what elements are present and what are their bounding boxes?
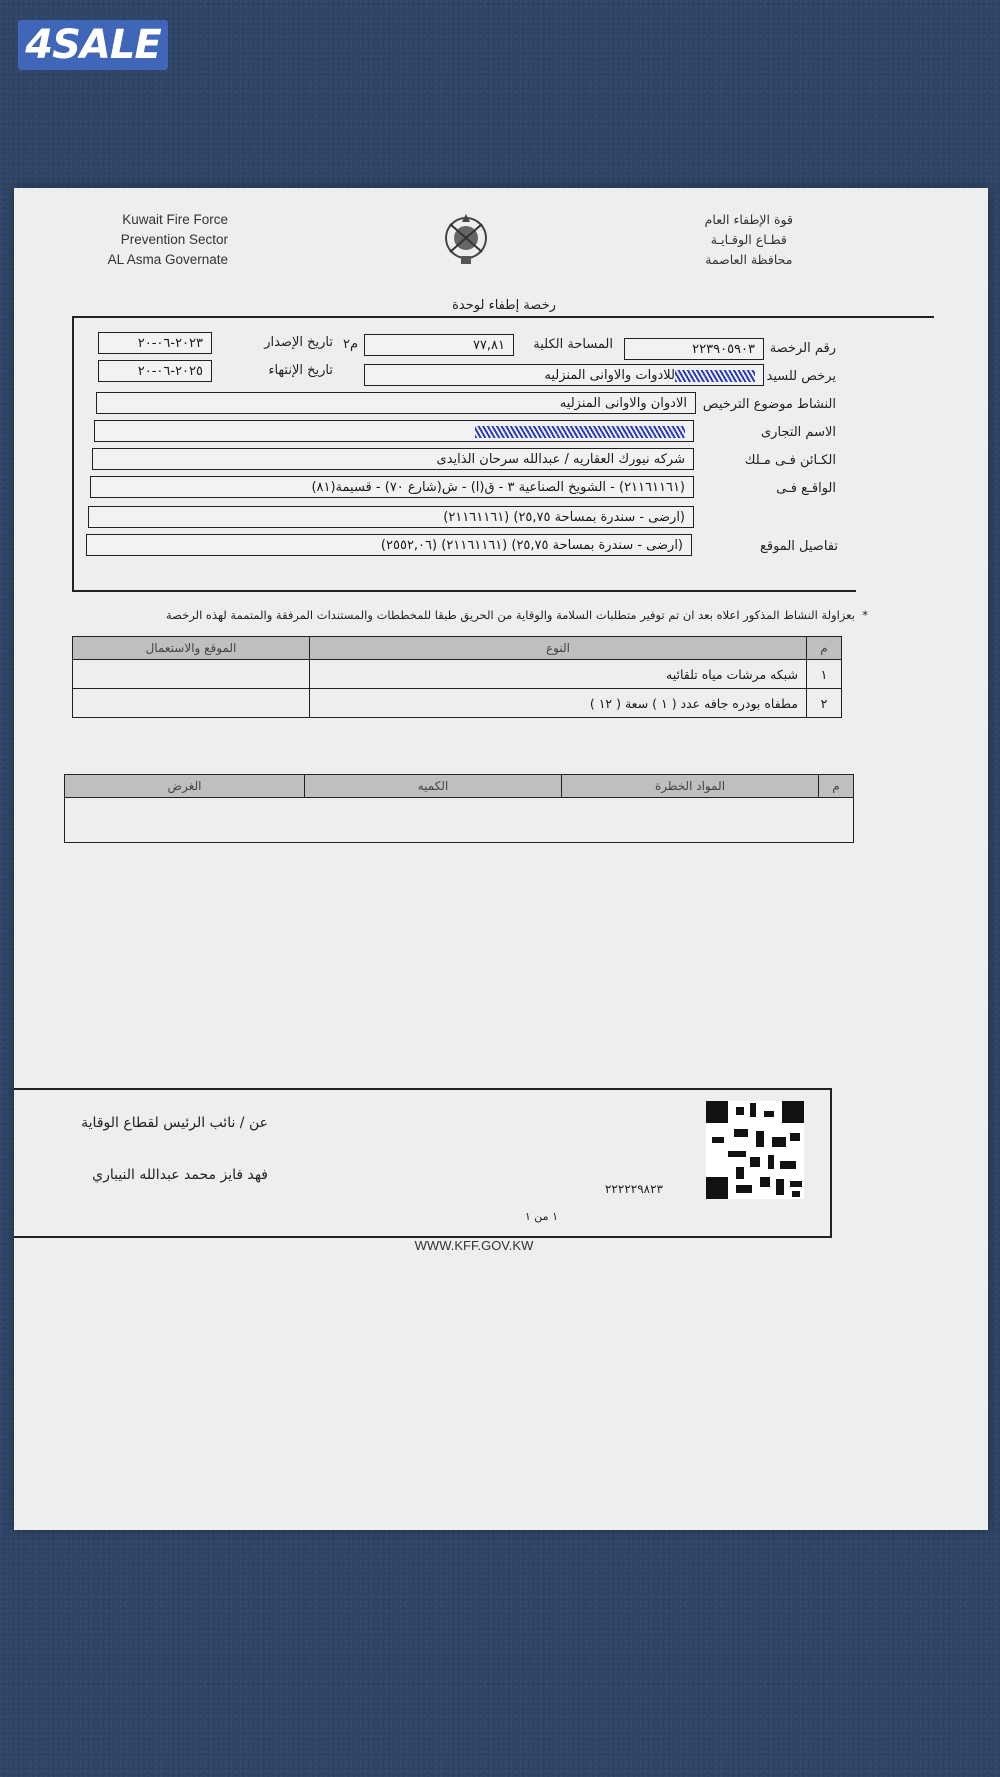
col-header-num: م xyxy=(807,637,842,660)
row-type: شبكه مرشات مياه تلقائيه xyxy=(310,660,807,689)
expiry-date-label: تاريخ الإنتهاء xyxy=(268,363,333,378)
watermark-logo: 4SALE xyxy=(18,20,168,70)
page-indicator: ١ من ١ xyxy=(524,1210,558,1223)
header-ar-line: قطـاع الوقـايـة xyxy=(710,232,787,247)
site-details-line-2: (ارضى - سندرة بمساحة ٢٥,٧٥) (٢١١٦١١٦١) (٢٥٥٢,٠٦) xyxy=(86,534,692,556)
fields-frame-bottom xyxy=(72,590,856,592)
trade-name-label: الاسم التجارى xyxy=(760,425,836,440)
activity-label: النشاط موضوع الترخيص xyxy=(702,397,836,412)
license-no-label: رقم الرخصة xyxy=(769,341,836,356)
row-num: ١ xyxy=(807,660,842,689)
hazardous-materials-table xyxy=(64,774,854,843)
total-area-label: المساحة الكلية xyxy=(533,337,613,352)
header-ar-line: قوة الإطفاء العام xyxy=(704,212,793,227)
col-header-purpose: الغرض xyxy=(65,775,305,798)
redaction-scribble xyxy=(675,370,755,382)
located-label: الواقـع فـى xyxy=(776,481,836,496)
header-en-line: AL Asma Governate xyxy=(107,252,228,267)
note-bullet: * xyxy=(862,608,868,622)
equipment-table xyxy=(72,636,842,718)
col-header-num: م xyxy=(819,775,854,798)
qr-code-icon xyxy=(706,1101,804,1199)
col-header-type: النوع xyxy=(310,637,807,660)
issue-date-label: تاريخ الإصدار xyxy=(264,335,333,350)
table-row xyxy=(73,660,842,689)
hazard-header-row xyxy=(65,775,854,798)
footer-url: WWW.KFF.GOV.KW xyxy=(414,1238,534,1253)
row-type: مطفاه بودره جافه عدد ( ١ ) سعة ( ١٢ ) xyxy=(310,689,807,718)
issue-date-field: ٢٠٢٣-٠٦-٢٠ xyxy=(98,332,212,354)
equipment-header-row xyxy=(73,637,842,660)
redaction-scribble xyxy=(475,426,685,438)
row-location xyxy=(73,689,310,718)
document-code: ٢٢٢٢٢٩٨٢٣ xyxy=(604,1182,663,1196)
expiry-date-field: ٢٠٢٥-٠٦-٢٠ xyxy=(98,360,212,382)
license-document xyxy=(14,188,988,1530)
site-details-label: تفاصيل الموقع xyxy=(759,539,838,554)
located-field: (٢١١٦١١٦١) - الشويخ الصناعية ٣ - ق(ا) - ش(شارع ٧٠) - قسيمة(٨١) xyxy=(90,476,694,498)
licensed-to-value: للادوات والاوانى المنزليه xyxy=(544,368,675,383)
table-row xyxy=(65,798,854,843)
license-no-field: ٢٢٣٩٠٥٩٠٣ xyxy=(624,338,764,360)
licensed-to-field xyxy=(364,364,764,386)
activity-field: الادوان والاوانى المنزليه xyxy=(96,392,696,414)
area-unit: م٢ xyxy=(342,337,358,352)
table-row xyxy=(73,689,842,718)
col-header-location: الموقع والاستعمال xyxy=(73,637,310,660)
signatory-name: فهد فايز محمد عبدالله النيباري xyxy=(92,1167,268,1183)
header-en-line: Kuwait Fire Force xyxy=(122,212,228,227)
document-title: رخصة إطفاء لوحدة xyxy=(452,298,556,313)
license-note xyxy=(166,608,868,622)
header-en-line: Prevention Sector xyxy=(120,232,228,247)
site-details-line-1: (ارضى - سندرة بمساحة ٢٥,٧٥) (٢١١٦١١٦١) xyxy=(88,506,694,528)
licensed-to-label: يرخص للسيد xyxy=(766,369,836,384)
arabic-header xyxy=(705,210,793,270)
english-header xyxy=(108,210,228,270)
trade-name-field xyxy=(94,420,694,442)
owner-field: شركه نيورك العقاريه / عبدالله سرحان الذايدى xyxy=(92,448,694,470)
header-ar-line: محافظة العاصمة xyxy=(705,252,793,267)
owner-label: الكـائن فـى مـلك xyxy=(744,453,836,468)
row-location xyxy=(73,660,310,689)
emblem-icon xyxy=(440,208,492,268)
col-header-material: المواد الخطرة xyxy=(562,775,819,798)
total-area-field: ٧٧,٨١ xyxy=(364,334,514,356)
signature-on-behalf: عن / نائب الرئيس لقطاع الوقاية xyxy=(81,1115,268,1131)
note-text: بعزاولة النشاط المذكور اعلاه بعد ان تم توفير متطلبات السلامة والوقاية من الحريق طبقا للمخططات والمستندات المرفقة والمتممة لهذه الرخصة xyxy=(165,608,855,622)
empty-row xyxy=(65,798,854,843)
col-header-quantity: الكميه xyxy=(305,775,562,798)
row-num: ٢ xyxy=(807,689,842,718)
